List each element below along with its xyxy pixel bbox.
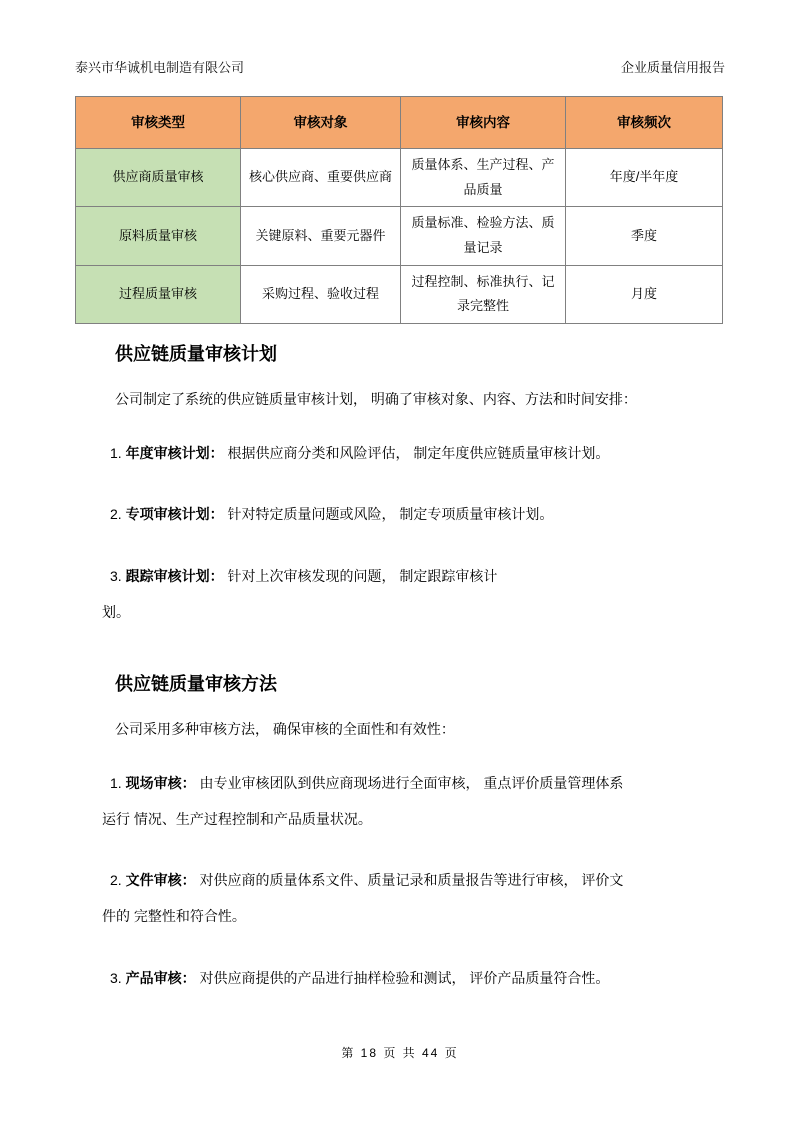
item-text-continued: 件的 完整性和符合性。 (102, 908, 246, 925)
item-number: 2. (110, 506, 122, 523)
item-label: 年度审核计划： (125, 444, 224, 461)
item-label: 产品审核： (125, 969, 196, 986)
item-text: 由专业审核团队到供应商现场进行全面审核， 重点评价质量管理体系 (199, 775, 624, 792)
section-title-audit-plan: 供应链质量审核计划 (115, 344, 277, 365)
list-item-document-audit (102, 863, 725, 934)
cell-audit-frequency: 季度 (566, 207, 723, 265)
column-header-audit-type: 审核类型 (76, 97, 241, 149)
table-row (76, 265, 723, 323)
item-text-continued: 运行 情况、生产过程控制和产品质量状况。 (102, 810, 372, 827)
section-intro: 公司制定了系统的供应链质量审核计划， 明确了审核对象、内容、方法和时间安排： (115, 391, 637, 408)
item-text: 针对特定质量问题或风险， 制定专项质量审核计划。 (227, 506, 554, 523)
list-item-followup-plan (102, 559, 725, 630)
column-header-audit-target: 审核对象 (241, 97, 401, 149)
cell-audit-content: 质量体系、生产过程、产品质量 (401, 149, 566, 207)
cell-audit-target: 采购过程、验收过程 (241, 265, 401, 323)
table-header-row (76, 97, 723, 149)
cell-audit-type: 原料质量审核 (76, 207, 241, 265)
section-intro: 公司采用多种审核方法， 确保审核的全面性和有效性： (115, 721, 455, 738)
audit-table (75, 96, 723, 324)
item-label: 文件审核： (125, 872, 196, 889)
item-number: 1. (110, 444, 122, 461)
cell-audit-target: 核心供应商、重要供应商 (241, 149, 401, 207)
section-title-audit-methods: 供应链质量审核方法 (115, 674, 277, 695)
item-text-continued: 划。 (102, 603, 130, 620)
section-audit-methods (75, 670, 725, 996)
cell-audit-target: 关键原料、重要元器件 (241, 207, 401, 265)
item-text: 对供应商的质量体系文件、质量记录和质量报告等进行审核， 评价文 (199, 872, 624, 889)
item-label: 现场审核： (125, 775, 196, 792)
page-number: 第 18 页 共 44 页 (341, 1046, 459, 1060)
list-item-product-audit (102, 961, 725, 997)
company-name: 泰兴市华诚机电制造有限公司 (75, 60, 245, 75)
cell-audit-type: 供应商质量审核 (76, 149, 241, 207)
table-row (76, 149, 723, 207)
cell-audit-frequency: 月度 (566, 265, 723, 323)
item-text: 对供应商提供的产品进行抽样检验和测试， 评价产品质量符合性。 (199, 969, 610, 986)
column-header-audit-content: 审核内容 (401, 97, 566, 149)
column-header-audit-frequency: 审核频次 (566, 97, 723, 149)
cell-audit-content: 过程控制、标准执行、记录完整性 (401, 265, 566, 323)
item-label: 跟踪审核计划： (125, 568, 224, 585)
item-number: 2. (110, 872, 122, 889)
table-row (76, 207, 723, 265)
cell-audit-frequency: 年度/半年度 (566, 149, 723, 207)
list-item-onsite-audit (102, 766, 725, 837)
cell-audit-type: 过程质量审核 (76, 265, 241, 323)
page-header (75, 57, 725, 76)
section-audit-plan (75, 340, 725, 630)
item-number: 1. (110, 775, 122, 792)
list-item-special-plan (102, 497, 725, 533)
item-number: 3. (110, 568, 122, 585)
item-number: 3. (110, 969, 122, 986)
list-item-annual-plan (102, 436, 725, 472)
cell-audit-content: 质量标准、检验方法、质量记录 (401, 207, 566, 265)
item-label: 专项审核计划： (125, 506, 224, 523)
item-text: 针对上次审核发现的问题， 制定跟踪审核计 (227, 568, 498, 585)
report-title: 企业质量信用报告 (620, 60, 725, 75)
item-text: 根据供应商分类和风险评估， 制定年度供应链质量审核计划。 (227, 444, 610, 461)
